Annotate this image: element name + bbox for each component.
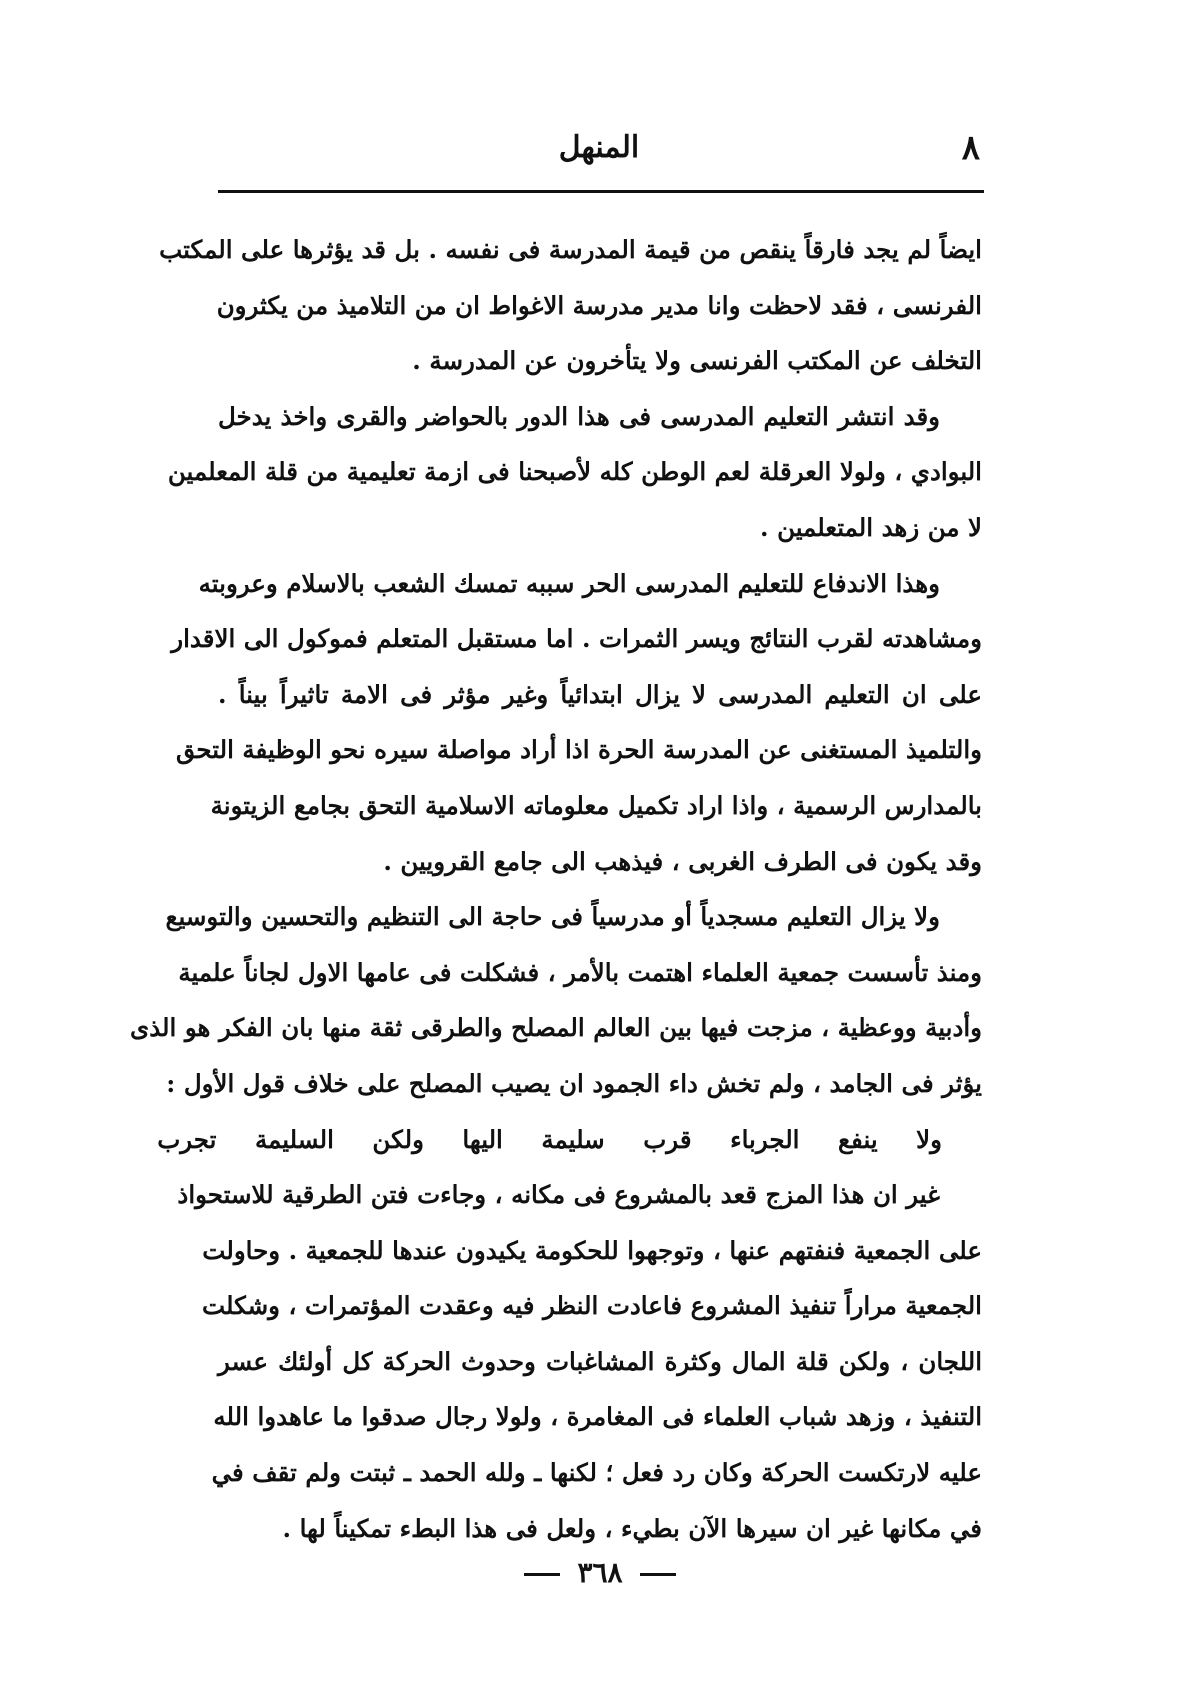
text-line: التنفيذ ، وزهد شباب العلماء فى المغامرة ، ولولا رجال صدقوا ما عاهدوا الله bbox=[213, 1402, 982, 1432]
header-rule bbox=[218, 190, 984, 193]
header-page-number: ٨ bbox=[961, 128, 980, 168]
footer-dash bbox=[524, 1573, 560, 1576]
text-line: ومنذ تأسست جمعية العلماء اهتمت بالأمر ، فشكلت فى عامها الاول لجاناً علمية bbox=[178, 957, 982, 987]
text-line: في مكانها غير ان سيرها الآن بطيء ، ولعل فى هذا البطء تمكيناً لها . bbox=[282, 1513, 982, 1543]
footer-dash bbox=[640, 1573, 676, 1576]
text-line: والتلميذ المستغنى عن المدرسة الحرة اذا أراد مواصلة سيره نحو الوظيفة التحق bbox=[175, 735, 982, 765]
text-line: الجمعية مراراً تنفيذ المشروع فاعادت النظر فيه وعقدت المؤتمرات ، وشكلت bbox=[201, 1291, 982, 1321]
text-line: الفرنسى ، فقد لاحظت وانا مدير مدرسة الاغواط ان من التلاميذ من يكثرون bbox=[216, 290, 982, 320]
page-footer bbox=[218, 1556, 982, 1596]
text-line: ولا يزال التعليم مسجدياً أو مدرسياً فى حاجة الى التنظيم والتحسين والتوسيع bbox=[165, 902, 940, 932]
text-line: بالمدارس الرسمية ، واذا اراد تكميل معلوماته الاسلامية التحق بجامع الزيتونة bbox=[210, 790, 982, 820]
text-line: على الجمعية فنفتهم عنها ، وتوجهوا للحكومة يكيدون عندها للجمعية . وحاولت bbox=[202, 1235, 982, 1265]
text-line: ايضاً لم يجد فارقاً ينقص من قيمة المدرسة فى نفسه . بل قد يؤثرها على المكتب bbox=[159, 235, 982, 264]
text-line: عليه لارتكست الحركة وكان رد فعل ؛ لكنها ـ ولله الحمد ـ ثبتت ولم تقف في bbox=[211, 1458, 982, 1488]
page-header bbox=[218, 128, 980, 176]
text-line: غير ان هذا المزج قعد بالمشروع فى مكانه ، وجاءت فتن الطرقية للاستحواذ bbox=[177, 1180, 940, 1210]
text-line: وقد يكون فى الطرف الغربى ، فيذهب الى جامع القرويين . bbox=[383, 846, 982, 876]
text-line: على ان التعليم المدرسى لا يزال ابتدائياً وغير مؤثر فى الامة تاثيراً بيناً . bbox=[218, 679, 982, 709]
text-line: وهذا الاندفاع للتعليم المدرسى الحر سببه تمسك الشعب بالاسلام وعروبته bbox=[198, 568, 940, 598]
body-text bbox=[130, 222, 982, 1556]
running-title: المنهل bbox=[558, 130, 640, 165]
text-line: يؤثر فى الجامد ، ولم تخش داء الجمود ان يصيب المصلح على خلاف قول الأول : bbox=[166, 1068, 982, 1098]
text-line: وقد انتشر التعليم المدرسى فى هذا الدور بالحواضر والقرى واخذ يدخل bbox=[218, 401, 940, 431]
text-line: وأدبية ووعظية ، مزجت فيها بين العالم المصلح والطرقى ثقة منها بان الفكر هو الذى bbox=[130, 1013, 982, 1043]
verse-line: ولا ينفع الجرباء قرب سليمة اليها ولكن السليمة تجرب bbox=[157, 1124, 942, 1154]
text-line: البوادي ، ولولا العرقلة لعم الوطن كله لأصبحنا فى ازمة تعليمية من قلة المعلمين bbox=[167, 457, 982, 487]
text-line: لا من زهد المتعلمين . bbox=[760, 512, 982, 542]
footer-page-number: ٣٦٨ bbox=[577, 1556, 623, 1589]
text-line: ومشاهدته لقرب النتائج ويسر الثمرات . اما مستقبل المتعلم فموكول الى الاقدار bbox=[171, 624, 982, 654]
text-line: اللجان ، ولكن قلة المال وكثرة المشاغبات وحدوث الحركة كل أولئك عسر bbox=[218, 1346, 982, 1376]
text-line: التخلف عن المكتب الفرنسى ولا يتأخرون عن المدرسة . bbox=[412, 346, 982, 376]
